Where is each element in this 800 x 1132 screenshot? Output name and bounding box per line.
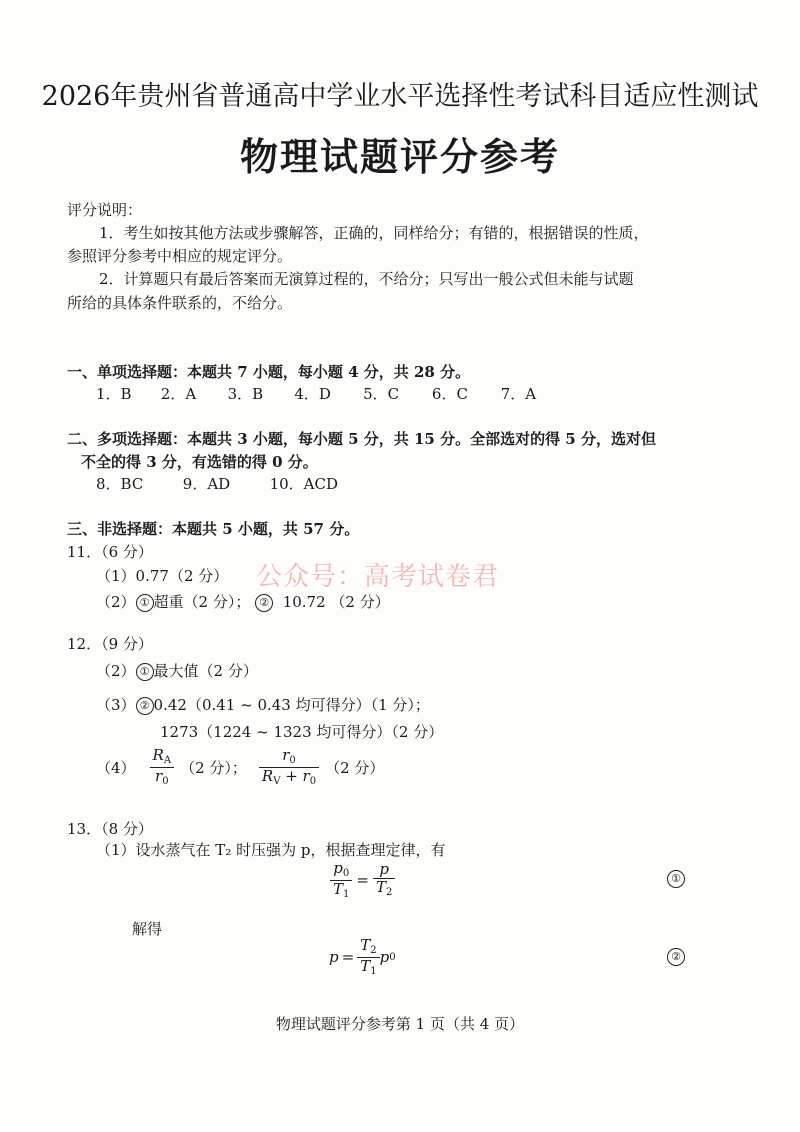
scoring-note-2-line-2: 所给的具体条件联系的，不给分。 bbox=[67, 294, 293, 312]
exam-title: 2026年贵州省普通高中学业水平选择性考试科目适应性测试 bbox=[41, 81, 759, 112]
equation-1-mark bbox=[667, 868, 685, 888]
circled-2-icon: ② bbox=[136, 697, 154, 715]
q11-part-2-answer-b: 10.72 （2 分） bbox=[282, 593, 390, 611]
q12-part-2-prefix: （2） bbox=[96, 662, 136, 680]
scoring-note-2-line-1: 2．计算题只有最后答案而无演算过程的，不给分；只写出一般公式但未能与试题 bbox=[99, 270, 634, 288]
fraction-r0-over-rv-plus-r0: $\frac{r_0}{R_V + r_0}$ bbox=[259, 747, 319, 787]
fraction-t2-over-t1: $\frac{T_2}{T_1}$ bbox=[357, 937, 379, 977]
section-1-heading: 一、单项选择题：本题共 7 小题，每小题 4 分，共 28 分。 bbox=[67, 363, 471, 381]
section-1-answers bbox=[96, 383, 536, 404]
page-footer: 物理试题评分参考第 1 页（共 4 页） bbox=[275, 1015, 525, 1033]
answer-6: 6．C bbox=[431, 385, 468, 403]
circled-2-icon: ② bbox=[667, 948, 685, 966]
fraction-p0-over-t1: $\frac{p_0}{T_1}$ bbox=[330, 860, 352, 900]
circled-1-icon: ① bbox=[136, 663, 154, 681]
q12-part-3 bbox=[96, 694, 430, 715]
q11-part-2-prefix: （2） bbox=[96, 593, 136, 611]
q12-label: 12．（9 分） bbox=[67, 635, 153, 653]
q13-solve-text: 解得 bbox=[132, 920, 163, 938]
answer-7: 7．A bbox=[500, 385, 537, 403]
equation-2: p = $\frac{T_2}{T_1}$ p 0 bbox=[329, 936, 396, 977]
scoring-notes-heading: 评分说明： bbox=[67, 201, 143, 219]
circled-1-icon: ① bbox=[667, 870, 685, 888]
answer-1: 1．B bbox=[96, 385, 132, 403]
answer-9: 9．AD bbox=[182, 475, 231, 493]
scoring-note-1-line-1: 1．考生如按其他方法或步骤解答，正确的，同样给分；有错的，根据错误的性质， bbox=[99, 224, 649, 242]
q11-part-1: （1）0.77（2 分） bbox=[96, 567, 229, 585]
q12-part-3-prefix: （3） bbox=[96, 696, 136, 714]
document-subtitle: 物理试题评分参考 bbox=[239, 134, 560, 179]
q12-part-4 bbox=[96, 745, 384, 789]
q11-part-2 bbox=[96, 591, 390, 612]
circled-2-icon: ② bbox=[255, 594, 273, 612]
q12-part-2 bbox=[96, 660, 258, 681]
q11-part-2-answer-a: 超重（2 分）； bbox=[153, 593, 251, 611]
answer-2: 2．A bbox=[160, 385, 197, 403]
section-2-heading-line-1: 二、多项选择题：本题共 3 小题，每小题 5 分，共 15 分。全部选对的得 5 分，选对但 bbox=[67, 430, 656, 448]
q12-part-3-text: 0.42（0.41 ~ 0.43 均可得分）（1 分）； bbox=[153, 696, 430, 714]
section-3-heading: 三、非选择题：本题共 5 小题，共 57 分。 bbox=[67, 520, 360, 538]
q12-part-2-text: 最大值（2 分） bbox=[153, 662, 258, 680]
q12-part-4-score-1: （2 分）； bbox=[180, 758, 247, 777]
fraction-ra-over-r0: $\frac{R_A}{r_0}$ bbox=[150, 747, 175, 787]
answer-4: 4．D bbox=[294, 385, 331, 403]
section-2-heading-line-2: 不全的得 3 分，有选错的得 0 分。 bbox=[81, 453, 318, 471]
circled-1-icon: ① bbox=[136, 594, 154, 612]
q12-part-4-prefix: （4） bbox=[96, 758, 136, 777]
q13-part-1: （1）设水蒸气在 T₂ 时压强为 p，根据查理定律，有 bbox=[96, 841, 446, 859]
answer-10: 10．ACD bbox=[269, 475, 338, 493]
q12-part-3-line-2: 1273（1224 ~ 1323 均可得分）（2 分） bbox=[160, 723, 444, 741]
equation-1: $\frac{p_0}{T_1}$ = $\frac{p}{T_2}$ bbox=[330, 860, 395, 900]
scoring-note-1-line-2: 参照评分参考中相应的规定评分。 bbox=[67, 247, 293, 265]
watermark: 公众号：高考试卷君 bbox=[256, 562, 500, 592]
equation-2-mark bbox=[667, 946, 685, 966]
q13-label: 13．（8 分） bbox=[67, 820, 153, 838]
answer-8: 8．BC bbox=[96, 475, 144, 493]
section-2-answers bbox=[96, 473, 338, 494]
fraction-p-over-t2: $\frac{p}{T_2}$ bbox=[373, 861, 395, 899]
answer-5: 5．C bbox=[363, 385, 400, 403]
answer-3: 3．B bbox=[227, 385, 264, 403]
q12-part-4-score-2: （2 分） bbox=[325, 758, 385, 777]
q11-label: 11．（6 分） bbox=[67, 543, 153, 561]
